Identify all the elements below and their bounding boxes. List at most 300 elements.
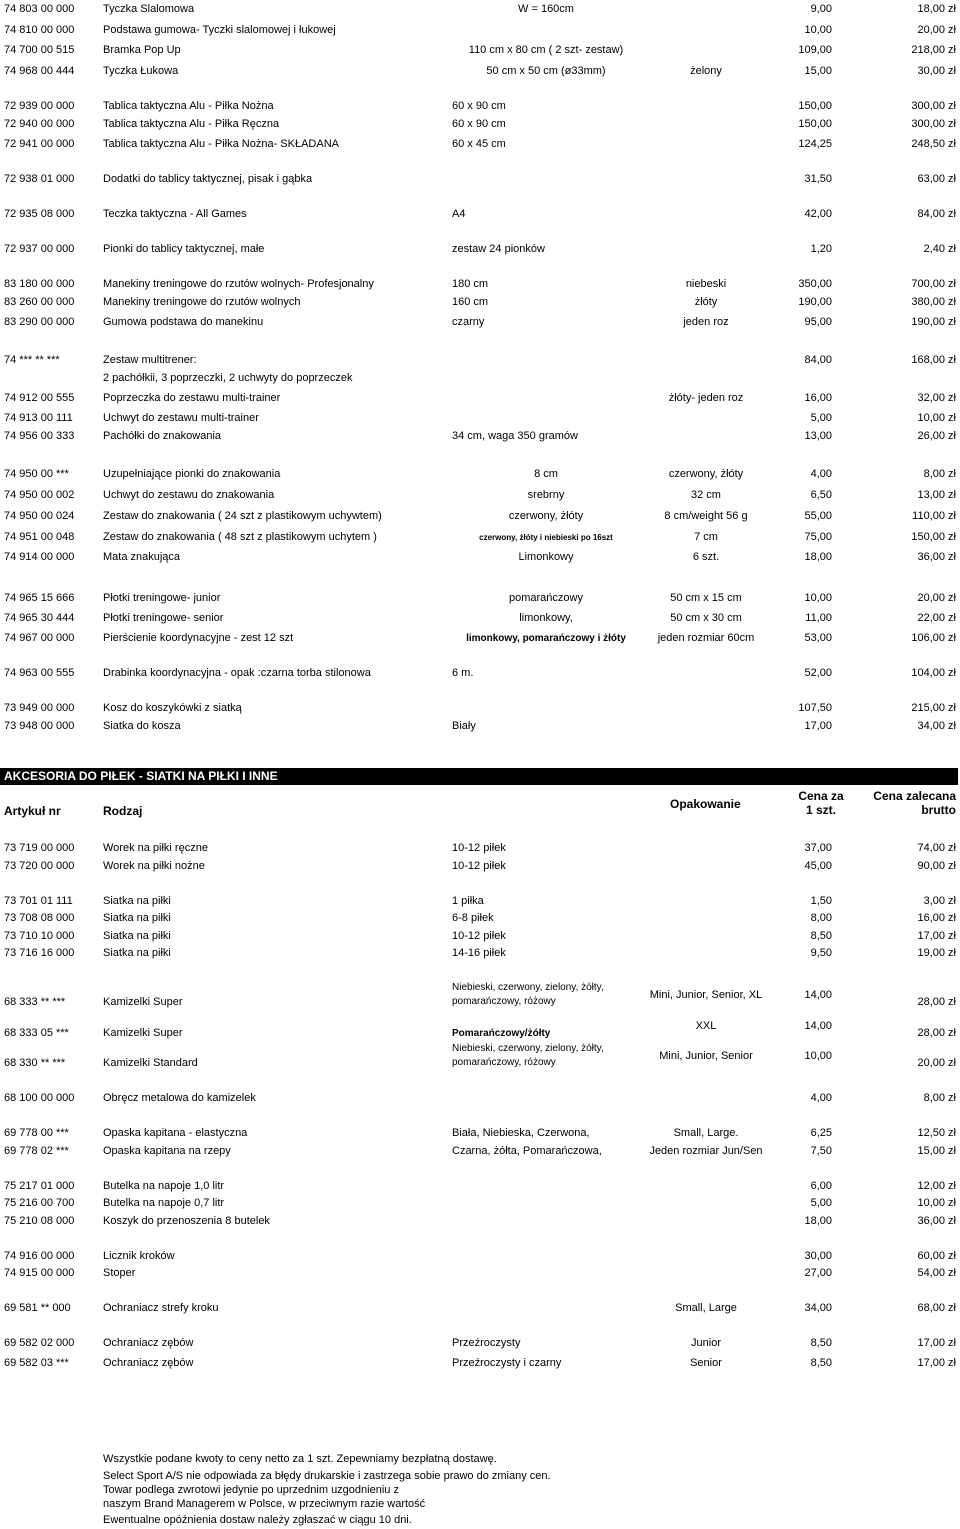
product-name: Pionki do tablicy taktycznej, małe [103, 243, 265, 255]
net-price: 9,00 [810, 3, 832, 15]
gross-price: 63,00 zł [917, 173, 956, 185]
product-name: Zestaw do znakowania ( 24 szt z plastikowym uchywtem) [103, 510, 382, 522]
extra-cell: 14,00 [804, 1020, 832, 1032]
packaging-spec: Biały [452, 720, 476, 732]
table-row [0, 1301, 960, 1316]
net-price: 34,00 [804, 1302, 832, 1314]
table-row [0, 591, 960, 606]
net-price: 42,00 [804, 208, 832, 220]
variant-info: 32 cm [691, 489, 721, 501]
gross-price: 22,00 zł [917, 612, 956, 624]
article-number: 68 333 05 *** [4, 1027, 69, 1039]
variant-info: niebeski [685, 278, 727, 290]
table-row [0, 277, 960, 292]
net-price: 9,50 [810, 947, 832, 959]
net-price: 8,00 [810, 912, 832, 924]
variant-info: czerwony, żłóty [668, 468, 744, 480]
col-header-gross-price [866, 789, 956, 817]
net-price: 4,00 [810, 468, 832, 480]
article-number: 73 710 10 000 [4, 930, 75, 942]
gross-price: 68,00 zł [917, 1302, 956, 1314]
gross-price: 3,00 zł [923, 895, 956, 907]
table-row [0, 1179, 960, 1194]
table-row [0, 371, 960, 386]
col-header-packaging: Opakowanie [670, 797, 741, 811]
table-row [0, 859, 960, 874]
net-price: 124,25 [798, 138, 832, 150]
gross-price: 28,00 zł [917, 996, 956, 1008]
packaging-spec: 110 cm x 80 cm ( 2 szt- zestaw) [468, 44, 624, 56]
net-price: 350,00 [798, 278, 832, 290]
table-row [0, 137, 960, 152]
packaging-spec: W = 160cm [518, 3, 574, 15]
table-row [0, 295, 960, 310]
article-number: 74 914 00 000 [4, 551, 75, 563]
net-price: 13,00 [804, 430, 832, 442]
packaging-spec: srebrny [527, 489, 565, 501]
product-name: Płotki treningowe- junior [103, 592, 221, 604]
packaging-spec: 8 cm [534, 468, 558, 480]
packaging-spec: 10-12 piłek [452, 842, 506, 854]
net-price: 15,00 [804, 65, 832, 77]
net-price: 55,00 [804, 510, 832, 522]
table-row [0, 353, 960, 368]
article-number: 83 290 00 000 [4, 316, 75, 328]
table-row [0, 1336, 960, 1351]
gross-price: 74,00 zł [917, 842, 956, 854]
article-number: 74 963 00 555 [4, 667, 75, 679]
packaging-spec: czerwony, żłóty [508, 510, 584, 522]
table-row [0, 43, 960, 58]
net-price: 95,00 [804, 316, 832, 328]
article-number: 83 180 00 000 [4, 278, 75, 290]
product-name: Ochraniacz zębów [103, 1357, 194, 1369]
product-name: Stoper [103, 1267, 136, 1279]
product-name: Mata znakująca [103, 551, 181, 563]
variant-info: Jeden rozmiar Jun/Sen [649, 1145, 763, 1157]
extra-cell: 14,00 [804, 989, 832, 1001]
gross-price: 54,00 zł [917, 1267, 956, 1279]
net-price: 107,50 [798, 702, 832, 714]
net-price: 6,25 [810, 1127, 832, 1139]
product-name: Tablica taktyczna Alu - Piłka Nożna- SKŁADANA [103, 138, 339, 150]
net-price: 6,50 [810, 489, 832, 501]
gross-price: 34,00 zł [917, 720, 956, 732]
packaging-spec: 160 cm [452, 296, 489, 308]
col-header-gross-line1: Cena zalecana [873, 789, 956, 803]
article-number: 74 956 00 333 [4, 430, 75, 442]
article-number: 69 778 00 *** [4, 1127, 69, 1139]
table-row [0, 841, 960, 856]
gross-price: 30,00 zł [917, 65, 956, 77]
col-header-gross-line2: brutto [921, 803, 956, 817]
packaging-spec: 34 cm, waga 350 gramów [452, 430, 578, 442]
gross-price: 248,50 zł [911, 138, 956, 150]
table-row [0, 719, 960, 734]
table-row [0, 1214, 960, 1229]
gross-price: 150,00 zł [911, 531, 956, 543]
table-row [0, 911, 960, 926]
extra-cell: 10,00 [804, 1050, 832, 1062]
gross-price: 19,00 zł [917, 947, 956, 959]
net-price: 17,00 [804, 720, 832, 732]
packaging-spec: Czarna, żółta, Pomarańczowa, [452, 1145, 602, 1157]
article-number: 74 *** ** *** [4, 354, 60, 366]
gross-price: 168,00 zł [911, 354, 956, 366]
extra-cell: Mini, Junior, Senior [659, 1050, 753, 1062]
col-header-kind: Rodzaj [103, 804, 143, 818]
extra-cell: Mini, Junior, Senior, XL [649, 989, 763, 1001]
gross-price: 10,00 zł [917, 1197, 956, 1209]
article-number: 75 216 00 700 [4, 1197, 75, 1209]
gross-price: 18,00 zł [917, 3, 956, 15]
net-price: 150,00 [798, 118, 832, 130]
gross-price: 32,00 zł [917, 392, 956, 404]
gross-price: 8,00 zł [923, 1092, 956, 1104]
article-number: 74 968 00 444 [4, 65, 75, 77]
product-name: Opaska kapitana - elastyczna [103, 1127, 248, 1139]
table-row [0, 242, 960, 257]
extra-cell: Niebieski, czerwony, zielony, żółty, pomarańczowy, różowy [452, 982, 604, 1007]
product-name: Tyczka Slalomowa [103, 3, 195, 15]
packaging-spec: Biała, Niebieska, Czerwona, [452, 1127, 590, 1139]
section-header-accessories [0, 768, 958, 785]
article-number: 72 935 08 000 [4, 208, 75, 220]
product-name: Siatka do kosza [103, 720, 181, 732]
article-number: 69 581 ** 000 [4, 1302, 71, 1314]
article-number: 74 803 00 000 [4, 3, 75, 15]
table-row [0, 1266, 960, 1281]
table-row [0, 1091, 960, 1106]
gross-price: 20,00 zł [917, 1057, 956, 1069]
gross-price: 2,40 zł [923, 243, 956, 255]
col-header-article: Artykuł nr [4, 804, 61, 818]
article-number: 73 720 00 000 [4, 860, 75, 872]
extra-cell-row [0, 1049, 960, 1064]
table-row [0, 1144, 960, 1159]
gross-price: 60,00 zł [917, 1250, 956, 1262]
article-number: 68 333 ** *** [4, 996, 66, 1008]
gross-price: 26,00 zł [917, 430, 956, 442]
section-title: AKCESORIA DO PIŁEK - SIATKI NA PIŁKI I INNE [4, 769, 278, 783]
net-price: 52,00 [804, 667, 832, 679]
variant-info: żelony [690, 65, 722, 77]
product-name: Drabinka koordynacyjna - opak :czarna torba stilonowa [103, 667, 371, 679]
packaging-spec: 50 cm x 50 cm (ø33mm) [486, 65, 606, 77]
col-header-net-line2: 1 szt. [805, 803, 836, 817]
variant-info: 50 cm x 30 cm [670, 612, 742, 624]
gross-price: 84,00 zł [917, 208, 956, 220]
article-number: 72 938 01 000 [4, 173, 75, 185]
packaging-spec: A4 [452, 208, 466, 220]
product-name: Butelka na napoje 0,7 litr [103, 1197, 225, 1209]
product-name: Płotki treningowe- senior [103, 612, 224, 624]
article-number: 83 260 00 000 [4, 296, 75, 308]
packaging-spec: 60 x 90 cm [452, 118, 506, 130]
gross-price: 15,00 zł [917, 1145, 956, 1157]
net-price: 109,00 [798, 44, 832, 56]
product-name: Uzupełniające pionki do znakowania [103, 468, 281, 480]
extra-cell-row [0, 988, 960, 1003]
article-number: 72 941 00 000 [4, 138, 75, 150]
packaging-spec: 10-12 piłek [452, 860, 506, 872]
product-name: Ochraniacz zębów [103, 1337, 194, 1349]
table-row [0, 509, 960, 524]
net-price: 31,50 [804, 173, 832, 185]
article-number: 74 916 00 000 [4, 1250, 75, 1262]
net-price: 10,00 [804, 592, 832, 604]
product-name: 2 pachółkii, 3 poprzeczki, 2 uchwyty do poprzeczek [103, 372, 353, 384]
gross-price: 12,00 zł [917, 1180, 956, 1192]
gross-price: 104,00 zł [911, 667, 956, 679]
product-name: Siatka na piłki [103, 895, 171, 907]
product-name: Manekiny treningowe do rzutów wolnych- Profesjonalny [103, 278, 374, 290]
product-name: Tablica taktyczna Alu - Piłka Nożna [103, 100, 274, 112]
packaging-spec: 60 x 90 cm [452, 100, 506, 112]
gross-price: 12,50 zł [917, 1127, 956, 1139]
table-row [0, 894, 960, 909]
gross-price: 300,00 zł [911, 118, 956, 130]
table-row [0, 23, 960, 38]
net-price: 1,20 [810, 243, 832, 255]
net-price: 27,00 [804, 1267, 832, 1279]
table-row [0, 631, 960, 646]
article-number: 74 915 00 000 [4, 1267, 75, 1279]
table-row [0, 530, 960, 545]
gross-price: 17,00 zł [917, 1357, 956, 1369]
col-header-net-price [790, 789, 852, 817]
product-name: Pierścienie koordynacyjne - zest 12 szt [103, 632, 294, 644]
table-row [0, 550, 960, 565]
packaging-spec: Przeźroczysty i czarny [452, 1357, 562, 1369]
table-row [0, 99, 960, 114]
variant-info: 6 szt. [692, 551, 720, 563]
article-number: 74 965 15 666 [4, 592, 75, 604]
table-row [0, 429, 960, 444]
article-number: 74 912 00 555 [4, 392, 75, 404]
footer-line: Ewentualne opóźnienia dostaw należy zgłaszać w ciągu 10 dni. [103, 1514, 412, 1526]
gross-price: 218,00 zł [911, 44, 956, 56]
product-name: Poprzeczka do zestawu multi-trainer [103, 392, 281, 404]
net-price: 45,00 [804, 860, 832, 872]
table-row [0, 207, 960, 222]
variant-info: Small, Large [675, 1302, 737, 1314]
packaging-spec: 14-16 piłek [452, 947, 506, 959]
gross-price: 28,00 zł [917, 1027, 956, 1039]
variant-info: żłóty- jeden roz [668, 392, 744, 404]
col-header-net-line1: Cena za [798, 789, 844, 803]
product-name: Gumowa podstawa do manekinu [103, 316, 264, 328]
net-price: 11,00 [805, 612, 832, 624]
article-number: 73 719 00 000 [4, 842, 75, 854]
net-price: 150,00 [798, 100, 832, 112]
variant-info: żłóty [694, 296, 718, 308]
article-number: 73 708 08 000 [4, 912, 75, 924]
packaging-spec: Limonkowy [518, 551, 574, 563]
product-name: Worek na piłki ręczne [103, 842, 208, 854]
extra-cell: XXL [695, 1020, 717, 1032]
net-price: 30,00 [804, 1250, 832, 1262]
product-name: Uchwyt do zestawu do znakowania [103, 489, 275, 501]
net-price: 53,00 [804, 632, 832, 644]
packaging-spec: limonkowy, pomarańczowy i żłóty [466, 633, 626, 644]
table-row [0, 929, 960, 944]
article-number: 74 951 00 048 [4, 531, 75, 543]
net-price: 1,50 [810, 895, 832, 907]
gross-price: 700,00 zł [911, 278, 956, 290]
product-name: Zestaw multitrener: [103, 354, 197, 366]
packaging-spec: zestaw 24 pionków [452, 243, 545, 255]
packaging-spec: pomarańczowy [509, 592, 583, 604]
article-number: 74 913 00 111 [4, 412, 73, 424]
footer-line: Select Sport A/S nie odpowiada za błędy drukarskie i zastrzega sobie prawo do zmiany cen. [103, 1470, 551, 1482]
article-number: 74 950 00 024 [4, 510, 75, 522]
gross-price: 36,00 zł [917, 1215, 956, 1227]
gross-price: 17,00 zł [917, 1337, 956, 1349]
product-name: Teczka taktyczna - All Games [103, 208, 247, 220]
product-name: Manekiny treningowe do rzutów wolnych [103, 296, 301, 308]
footer-line: Towar podlega zwrotowi jedynie po uprzednim uzgodnieniu z [103, 1484, 399, 1496]
gross-price: 215,00 zł [911, 702, 956, 714]
product-name: Obręcz metalowa do kamizelek [103, 1092, 256, 1104]
net-price: 7,50 [810, 1145, 832, 1157]
table-row [0, 391, 960, 406]
net-price: 4,00 [810, 1092, 832, 1104]
article-number: 74 810 00 000 [4, 24, 75, 36]
table-row [0, 946, 960, 961]
table-row [0, 1126, 960, 1141]
product-name: Tablica taktyczna Alu - Piłka Ręczna [103, 118, 280, 130]
packaging-spec: czerwony, żłóty i niebieski po 16szt [479, 533, 613, 542]
product-name: Licznik kroków [103, 1250, 175, 1262]
footer-line: Wszystkie podane kwoty to ceny netto za 1 szt. Zepewniamy bezpłatną dostawę. [103, 1453, 497, 1465]
product-name: Kosz do koszykówki z siatką [103, 702, 242, 714]
product-name: Zestaw do znakowania ( 48 szt z plastikowym uchytem ) [103, 531, 377, 543]
article-number: 72 940 00 000 [4, 118, 75, 130]
packaging-spec: czarny [452, 316, 485, 328]
net-price: 6,00 [810, 1180, 832, 1192]
table-row [0, 2, 960, 17]
table-row [0, 411, 960, 426]
net-price: 84,00 [804, 354, 832, 366]
product-name: Kamizelki Standard [103, 1057, 198, 1069]
variant-info: 50 cm x 15 cm [670, 592, 742, 604]
net-price: 75,00 [804, 531, 832, 543]
variant-info: Junior [691, 1337, 721, 1349]
article-number: 73 701 01 111 [4, 895, 73, 907]
variant-info: Senior [690, 1357, 722, 1369]
product-name: Opaska kapitana na rzepy [103, 1145, 231, 1157]
product-name: Ochraniacz strefy kroku [103, 1302, 219, 1314]
packaging-spec: 6-8 piłek [452, 912, 494, 924]
table-row [0, 315, 960, 330]
article-number: 69 778 02 *** [4, 1145, 69, 1157]
gross-price: 190,00 zł [911, 316, 956, 328]
article-number: 72 939 00 000 [4, 100, 75, 112]
product-name: Tyczka Łukowa [103, 65, 179, 77]
gross-price: 16,00 zł [917, 912, 956, 924]
table-row [0, 701, 960, 716]
article-number: 74 967 00 000 [4, 632, 75, 644]
packaging-spec: 1 piłka [452, 895, 484, 907]
packaging-spec: Przeźroczysty [452, 1337, 521, 1349]
article-number: 75 217 01 000 [4, 1180, 75, 1192]
net-price: 8,50 [810, 930, 832, 942]
packaging-spec: limonkowy, [519, 612, 573, 624]
net-price: 8,50 [810, 1337, 832, 1349]
table-row [0, 467, 960, 482]
product-name: Podstawa gumowa- Tyczki slalomowej i łukowej [103, 24, 336, 36]
net-price: 37,00 [804, 842, 832, 854]
variant-info: jeden rozmiar 60cm [657, 632, 755, 644]
table-row [0, 488, 960, 503]
net-price: 5,00 [810, 412, 832, 424]
variant-info: jeden roz [683, 316, 729, 328]
article-number: 73 949 00 000 [4, 702, 75, 714]
gross-price: 8,00 zł [923, 468, 956, 480]
table-row [0, 117, 960, 132]
net-price: 10,00 [804, 24, 832, 36]
article-number: 69 582 02 000 [4, 1337, 75, 1349]
net-price: 5,00 [810, 1197, 832, 1209]
table-row [0, 611, 960, 626]
article-number: 73 716 16 000 [4, 947, 75, 959]
extra-cell-row [0, 1019, 960, 1034]
product-name: Butelka na napoje 1,0 litr [103, 1180, 225, 1192]
article-number: 74 700 00 515 [4, 44, 75, 56]
gross-price: 110,00 zł [912, 510, 956, 522]
article-number: 72 937 00 000 [4, 243, 75, 255]
gross-price: 300,00 zł [911, 100, 956, 112]
net-price: 8,50 [810, 1357, 832, 1369]
product-name: Koszyk do przenoszenia 8 butelek [103, 1215, 270, 1227]
article-number: 69 582 03 *** [4, 1357, 69, 1369]
table-row [0, 172, 960, 187]
product-name: Bramka Pop Up [103, 44, 181, 56]
footer-line: naszym Brand Managerem w Polsce, w przeciwnym razie wartość [103, 1498, 426, 1510]
variant-info: 7 cm [694, 531, 718, 543]
net-price: 190,00 [798, 296, 832, 308]
article-number: 75 210 08 000 [4, 1215, 75, 1227]
gross-price: 106,00 zł [911, 632, 956, 644]
table-row [0, 1196, 960, 1211]
extra-cell: Niebieski, czerwony, zielony, żółty, pomarańczowy, różowy [452, 1043, 604, 1068]
product-name: Siatka na piłki [103, 912, 171, 924]
gross-price: 13,00 zł [917, 489, 956, 501]
net-price: 16,00 [804, 392, 832, 404]
table-row [0, 666, 960, 681]
product-name: Dodatki do tablicy taktycznej, pisak i gąbka [103, 173, 313, 185]
article-number: 74 950 00 *** [4, 468, 69, 480]
article-number: 74 950 00 002 [4, 489, 75, 501]
net-price: 18,00 [804, 551, 832, 563]
packaging-spec: 180 cm [452, 278, 489, 290]
article-number: 73 948 00 000 [4, 720, 75, 732]
variant-info: Small, Large. [673, 1127, 739, 1139]
table-row [0, 1356, 960, 1371]
packaging-spec: 10-12 piłek [452, 930, 506, 942]
product-name: Worek na piłki nożne [103, 860, 205, 872]
gross-price: 36,00 zł [917, 551, 956, 563]
packaging-spec: 60 x 45 cm [452, 138, 506, 150]
gross-price: 20,00 zł [917, 24, 956, 36]
product-name: Kamizelki Super [103, 996, 183, 1008]
table-row [0, 64, 960, 79]
variant-info: 8 cm/weight 56 g [664, 510, 748, 522]
product-name: Siatka na piłki [103, 947, 171, 959]
packaging-spec: 6 m. [452, 667, 474, 679]
product-name: Uchwyt do zestawu multi-trainer [103, 412, 259, 424]
